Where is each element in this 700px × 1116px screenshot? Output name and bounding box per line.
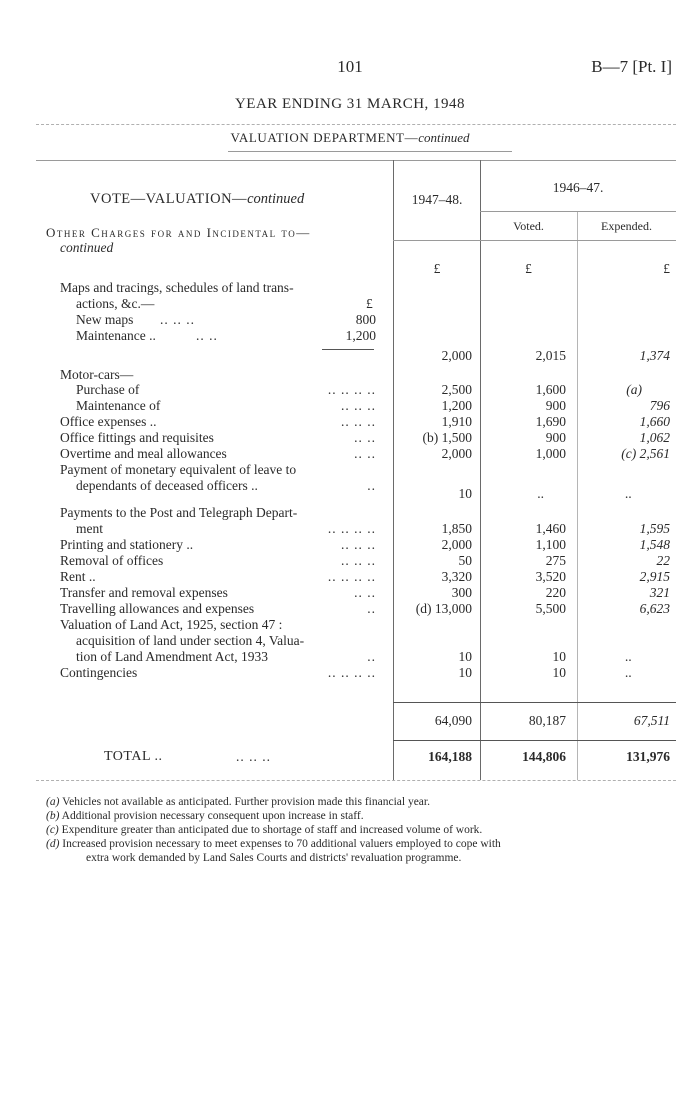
maintenance-label: Maintenance ..	[76, 328, 156, 343]
row-expended: 796	[649, 398, 670, 413]
row-voted: 3,520	[535, 569, 566, 584]
currency-expended: £	[663, 261, 670, 276]
row-leader: ..	[367, 601, 376, 616]
row-expended: 321	[649, 585, 670, 600]
row-voted: 5,500	[535, 601, 566, 616]
row-1947-48: 300	[451, 585, 472, 600]
maintenance-amount: 1,200	[345, 328, 376, 343]
maps-subtotal-rule	[322, 349, 374, 350]
footnote-mark: (a)	[46, 796, 60, 808]
row-voted: 220	[545, 585, 566, 600]
column-header-rule	[393, 240, 676, 241]
maps-currency: £	[366, 296, 373, 311]
subtotal-rule	[393, 702, 676, 703]
column-rule-3	[577, 212, 578, 780]
subtotal-1947-48: 64,090	[434, 713, 472, 728]
total-label: TOTAL ..	[104, 749, 163, 764]
row-1947-48: 3,320	[441, 569, 472, 584]
maps-total-voted: 2,015	[535, 348, 566, 363]
page-number: 101	[337, 57, 363, 76]
footnote-d	[46, 838, 501, 851]
row-expended: ..	[625, 649, 632, 664]
department-name: VALUATION DEPARTMENT—	[230, 130, 419, 145]
table-bottom-rule	[36, 780, 676, 781]
row-voted: 900	[545, 398, 566, 413]
row-label: tion of Land Amendment Act, 1933	[76, 649, 268, 664]
maps-line-1: Maps and tracings, schedules of land trans-	[60, 280, 294, 295]
row-1947-48: 10	[458, 649, 472, 664]
row-voted: ..	[537, 486, 544, 501]
column-rule-2	[480, 160, 481, 780]
row-label: Transfer and removal expenses	[60, 585, 228, 600]
row-expended: ..	[625, 486, 632, 501]
row-expended: 22	[656, 553, 670, 568]
row-voted: 1,000	[535, 446, 566, 461]
footnote-text: Additional provision necessary consequent upon increase in staff.	[59, 810, 364, 822]
footnote-mark: (b)	[46, 810, 60, 822]
row-expended: 2,915	[639, 569, 670, 584]
footnote-text: Expenditure greater than anticipated due to shortage of staff and increased volume of work.	[58, 824, 483, 836]
row-leader: ..	[367, 649, 376, 664]
row-leader: .. .. ..	[341, 553, 376, 568]
row-1947-48: 2,500	[441, 382, 472, 397]
row-label: Contingencies	[60, 665, 138, 680]
row-label: Removal of offices	[60, 553, 164, 568]
table-row	[60, 585, 376, 600]
subtotal-expended: 67,511	[633, 713, 670, 728]
row-leader: .. .. ..	[341, 414, 376, 429]
row-leader: .. .. .. ..	[327, 521, 376, 536]
row-leader: .. ..	[354, 446, 376, 461]
section-heading-continued: continued	[60, 240, 114, 255]
year-title: YEAR ENDING 31 MARCH, 1948	[234, 96, 466, 112]
total-expended: 131,976	[626, 749, 670, 764]
table-row	[60, 665, 376, 680]
year-1946-rule	[480, 211, 676, 212]
vote-title	[90, 191, 304, 208]
row-label: Printing and stationery ..	[60, 537, 194, 552]
row-voted: 1,600	[535, 382, 566, 397]
footnote-mark: (c)	[46, 824, 59, 836]
table-top-rule	[36, 160, 676, 161]
table-row	[76, 382, 376, 397]
row-1947-48: 1,200	[441, 398, 472, 413]
row-1947-48: 1,910	[441, 414, 472, 429]
table-row	[60, 601, 376, 616]
row-expended: 1,595	[639, 521, 670, 536]
row-expended: 6,623	[639, 601, 670, 616]
row-voted: 1,100	[535, 537, 566, 552]
row-label: Rent ..	[60, 569, 96, 584]
total-1947-48: 164,188	[428, 749, 472, 764]
maps-total-1947-48: 2,000	[441, 348, 472, 363]
row-label: Purchase of	[76, 382, 140, 397]
vote-title-text: VOTE—VALUATION—	[90, 191, 248, 207]
motor-cars-heading: Motor-cars—	[60, 367, 134, 382]
department-continued: continued	[418, 130, 470, 145]
vote-title-continued: continued	[247, 191, 305, 207]
total-rule	[393, 740, 676, 741]
row-voted: 900	[545, 430, 566, 445]
footnote-b	[46, 810, 364, 823]
section-heading: Other Charges for and Incidental to—	[46, 225, 311, 240]
row-voted: 1,690	[535, 414, 566, 429]
footnote-a	[46, 796, 430, 809]
subtotal-voted: 80,187	[528, 713, 566, 728]
row-label: Travelling allowances and expenses	[60, 601, 255, 616]
row-leader: .. .. ..	[341, 398, 376, 413]
valuation-act-line-2: acquisition of land under section 4, Valua-	[76, 633, 305, 648]
row-1947-48: 2,000	[441, 537, 472, 552]
row-1947-48: 2,000	[441, 446, 472, 461]
table-row	[76, 649, 376, 664]
currency-voted: £	[525, 261, 532, 276]
maintenance-dots: .. ..	[196, 328, 218, 343]
table-row	[60, 569, 376, 584]
column-1946-47: 1946–47.	[552, 180, 604, 195]
column-rule-1	[393, 160, 394, 780]
column-1947-48: 1947–48.	[411, 192, 463, 207]
row-expended: 1,660	[639, 414, 670, 429]
footnote-text: Vehicles not available as anticipated. Further provision made this financial year.	[59, 796, 430, 808]
row-1947-48: (d) 13,000	[415, 601, 472, 616]
row-leader: .. .. ..	[341, 537, 376, 552]
row-label: Office fittings and requisites	[60, 430, 214, 445]
row-leader: .. .. .. ..	[327, 665, 376, 680]
row-leader: .. .. .. ..	[327, 569, 376, 584]
row-expended: (a)	[626, 382, 642, 397]
column-voted: Voted.	[513, 219, 544, 233]
payment-line-1: Payment of monetary equivalent of leave to	[60, 462, 297, 477]
footnote-c	[46, 824, 482, 837]
row-expended: ..	[625, 665, 632, 680]
row-label: dependants of deceased officers ..	[76, 478, 258, 493]
currency-1947-48: £	[433, 261, 441, 276]
row-leader: ..	[367, 478, 376, 493]
row-1947-48: 10	[458, 665, 472, 680]
row-1947-48: (b) 1,500	[422, 430, 472, 445]
table-row	[60, 414, 376, 429]
column-expended: Expended.	[601, 219, 652, 233]
total-voted: 144,806	[522, 749, 566, 764]
department-underline	[228, 151, 512, 152]
row-label: Maintenance of	[76, 398, 161, 413]
maps-line-2: actions, &c.—	[76, 296, 155, 311]
row-label: ment	[76, 521, 103, 536]
row-voted: 10	[552, 649, 566, 664]
table-row	[60, 430, 376, 445]
row-leader: .. ..	[354, 585, 376, 600]
row-expended: 1,548	[639, 537, 670, 552]
table-row	[76, 521, 376, 536]
row-leader: .. ..	[354, 430, 376, 445]
new-maps-label: New maps	[76, 312, 134, 327]
footnote-text: Increased provision necessary to meet expenses to 70 additional valuers employed to cope with	[59, 838, 501, 850]
row-expended: (c) 2,561	[621, 446, 670, 461]
row-1947-48: 50	[458, 553, 472, 568]
department-title	[0, 130, 700, 146]
row-voted: 275	[545, 553, 566, 568]
total-leader: .. .. ..	[236, 749, 271, 764]
table-row	[60, 537, 376, 552]
new-maps-amount: 800	[355, 312, 376, 327]
row-expended: 1,062	[639, 430, 670, 445]
row-voted: 10	[552, 665, 566, 680]
row-label: Overtime and meal allowances	[60, 446, 227, 461]
table-row	[60, 553, 376, 568]
row-leader: .. .. .. ..	[327, 382, 376, 397]
footnote-d-continued: extra work demanded by Land Sales Courts and districts' revaluation programme.	[86, 852, 462, 864]
row-1947-48: 10	[458, 486, 472, 501]
header-divider	[36, 124, 676, 125]
table-row	[60, 446, 376, 461]
row-1947-48: 1,850	[441, 521, 472, 536]
row-label: Office expenses ..	[60, 414, 157, 429]
post-telegraph-line-1: Payments to the Post and Telegraph Depart-	[60, 505, 298, 520]
valuation-act-line-1: Valuation of Land Act, 1925, section 47 :	[60, 617, 283, 632]
row-voted: 1,460	[535, 521, 566, 536]
table-row	[76, 398, 376, 413]
table-row	[76, 478, 376, 493]
maps-total-expended: 1,374	[639, 348, 670, 363]
document-reference: B—7 [Pt. I]	[591, 57, 672, 76]
new-maps-dots: .. .. ..	[160, 312, 195, 327]
footnote-mark: (d)	[46, 838, 60, 850]
